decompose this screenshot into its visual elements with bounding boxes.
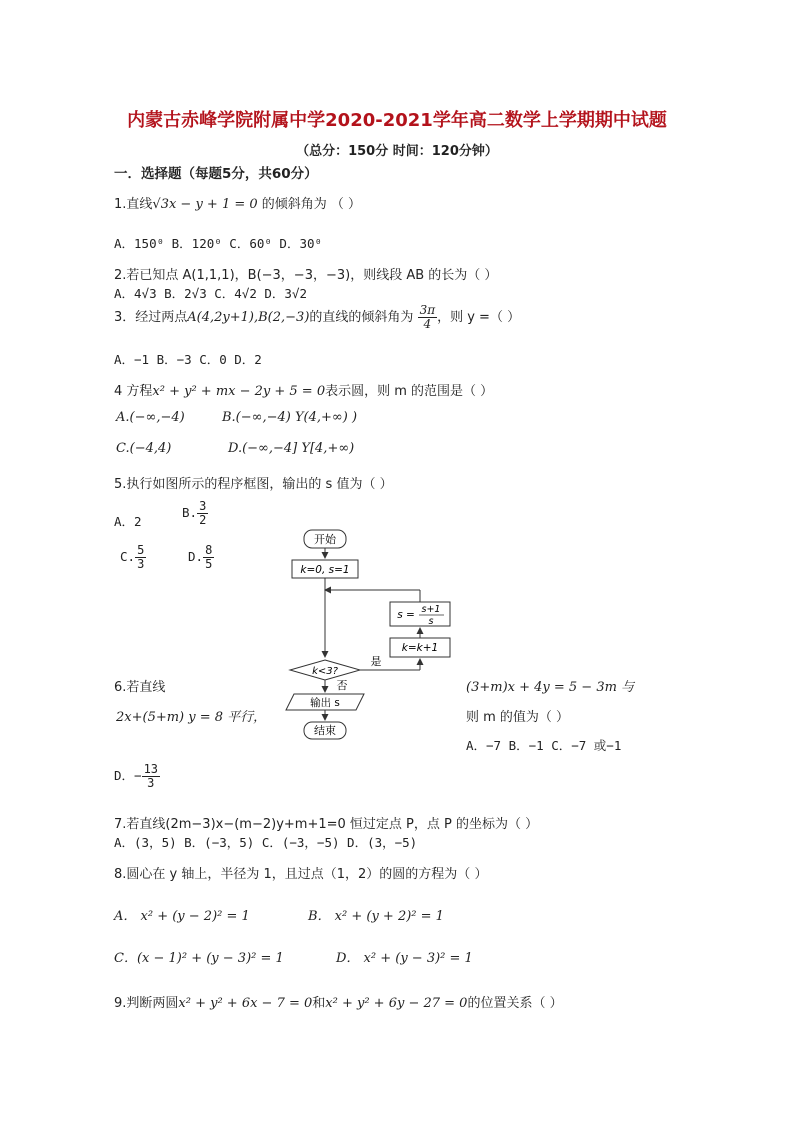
q6-options: A．−7 B．−1 C．−7 或−1 bbox=[466, 738, 622, 753]
q5-option-c bbox=[120, 544, 146, 571]
exam-info: （总分：150分 时间：120分钟） bbox=[296, 144, 498, 159]
q8-option-a: A． x² + (y − 2)² = 1 bbox=[114, 909, 250, 924]
q5-option-c-label: C. bbox=[120, 549, 136, 564]
q9-stem-start: 9.判断两圆 bbox=[114, 996, 179, 1011]
flowchart-update-k-label: k=k+1 bbox=[401, 642, 439, 654]
question-7: 7.若直线(2m−3)x−(m−2)y+m+1=0 恒过定点 P，点 P 的坐标为（ ） bbox=[114, 817, 539, 832]
q9-stem-end: 的位置关系（ ） bbox=[467, 996, 563, 1011]
q4-option-c: C.(−4,4) bbox=[116, 441, 172, 456]
flowchart-decision-label: k<3? bbox=[312, 666, 338, 677]
flowchart-yes-label: 是 bbox=[370, 655, 382, 668]
q9-circle-2: x² + y² + 6y − 27 = 0 bbox=[325, 996, 468, 1011]
q3-angle-denominator: 4 bbox=[423, 317, 432, 331]
question-3 bbox=[114, 304, 520, 331]
q1-options: A．150⁰ B．120⁰ C．60⁰ D．30⁰ bbox=[114, 236, 323, 251]
q9-conjunction: 和 bbox=[312, 996, 326, 1011]
q6-line-2: (3+m)x + 4y = 5 − 3m 与 bbox=[466, 680, 635, 695]
q6-option-d-label: D．− bbox=[114, 768, 142, 783]
q3-stem-start: 3．经过两点 bbox=[114, 310, 188, 325]
flowchart-output-label: 输出 s bbox=[310, 697, 340, 709]
q5-option-d-numerator: 8 bbox=[205, 543, 213, 557]
q5-option-c-numerator: 5 bbox=[137, 543, 145, 557]
q5-option-b-label: B. bbox=[182, 505, 198, 520]
q3-stem-end: ，则 y =（ ） bbox=[437, 310, 521, 325]
q4-stem-end: 表示圆，则 m 的范围是（ ） bbox=[325, 384, 494, 399]
q5-option-b-denominator: 2 bbox=[199, 513, 207, 527]
flowchart-end-label: 结束 bbox=[314, 724, 336, 737]
flowchart-no-label: 否 bbox=[336, 679, 348, 692]
question-5: 5.执行如图所示的程序框图，输出的 s 值为（ ） bbox=[114, 477, 393, 492]
q4-option-a: A.(−∞,−4) bbox=[116, 410, 185, 425]
flowchart-init-label: k=0, s=1 bbox=[300, 564, 350, 576]
flowchart-update-s-denominator: s bbox=[428, 616, 434, 627]
question-1 bbox=[114, 193, 361, 212]
q1-stem-end: 的倾斜角为 （ ） bbox=[257, 197, 362, 212]
q6-line-1: 2x+(5+m) y = 8 平行， bbox=[116, 710, 267, 725]
q5-option-d-label: D. bbox=[188, 549, 204, 564]
q5-option-a: A．2 bbox=[114, 514, 142, 529]
q5-option-d-denominator: 5 bbox=[205, 557, 213, 571]
q4-option-d: D.(−∞,−4] Y[4,+∞) bbox=[228, 441, 355, 456]
q1-equation: √3x − y + 1 = 0 bbox=[152, 197, 258, 212]
question-2: 2.若已知点 A(1,1,1)，B(−3，−3，−3)，则线段 AB 的长为（ ） bbox=[114, 268, 498, 283]
question-8: 8.圆心在 y 轴上，半径为 1，且过点（1，2）的圆的方程为（ ） bbox=[114, 867, 488, 882]
question-6: 6.若直线 bbox=[114, 680, 166, 695]
q8-option-b: B． x² + (y + 2)² = 1 bbox=[308, 909, 444, 924]
q8-option-d: D． x² + (y − 3)² = 1 bbox=[336, 951, 473, 966]
flowchart-update-s-lhs: s = bbox=[397, 609, 415, 621]
q3-angle-numerator: 3π bbox=[419, 303, 436, 317]
q4-stem-start: 4 方程 bbox=[114, 384, 153, 399]
q6-stem-end: 则 m 的值为（ ） bbox=[466, 710, 570, 725]
q8-option-c: C．(x − 1)² + (y − 3)² = 1 bbox=[114, 951, 284, 966]
flowchart-start-label: 开始 bbox=[314, 533, 336, 546]
q5-option-d bbox=[188, 544, 214, 571]
q7-options: A．(3，5) B．(−3，5) C．(−3，−5) D．(3，−5) bbox=[114, 835, 418, 850]
q3-stem-mid: 的直线的倾斜角为 bbox=[309, 310, 414, 325]
q5-option-b bbox=[182, 500, 208, 527]
q6-option-d-fraction bbox=[142, 763, 160, 790]
q3-points: A(4,2y+1),B(2,−3) bbox=[187, 310, 310, 325]
question-9 bbox=[114, 992, 563, 1011]
q2-options: A．4√3 B．2√3 C．4√2 D．3√2 bbox=[114, 286, 307, 301]
section-heading: 一．选择题（每题5分，共60分） bbox=[114, 166, 318, 182]
flowchart-update-s-numerator: s+1 bbox=[421, 604, 441, 615]
page-title: 内蒙古赤峰学院附属中学2020-2021学年高二数学上学期期中试题 bbox=[127, 110, 667, 131]
q5-option-b-fraction bbox=[197, 500, 208, 527]
question-4 bbox=[114, 380, 493, 399]
q3-angle-fraction bbox=[418, 304, 438, 331]
q5-option-b-numerator: 3 bbox=[199, 499, 207, 513]
q5-option-c-fraction bbox=[135, 544, 146, 571]
q5-option-d-fraction bbox=[203, 544, 214, 571]
q4-option-b: B.(−∞,−4) Y(4,+∞) ) bbox=[222, 410, 358, 425]
q1-stem-start: 1.直线 bbox=[114, 197, 153, 212]
q6-option-d bbox=[114, 763, 160, 790]
program-flowchart bbox=[270, 524, 470, 746]
q5-option-c-denominator: 3 bbox=[137, 557, 145, 571]
q3-options: A．−1 B．−3 C．0 D．2 bbox=[114, 352, 262, 367]
q6-option-d-numerator: 13 bbox=[143, 762, 159, 776]
q4-equation: x² + y² + mx − 2y + 5 = 0 bbox=[152, 384, 326, 399]
q9-circle-1: x² + y² + 6x − 7 = 0 bbox=[178, 996, 313, 1011]
q6-option-d-denominator: 3 bbox=[147, 776, 155, 790]
